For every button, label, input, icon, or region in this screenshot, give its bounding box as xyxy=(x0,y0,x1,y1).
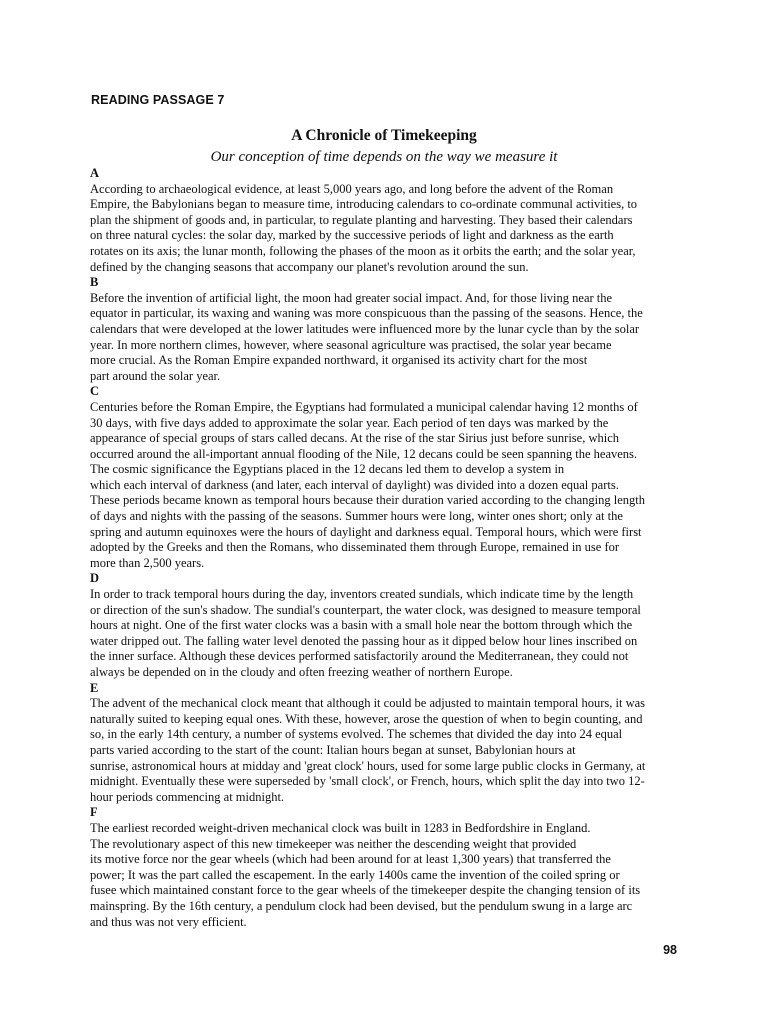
page-number: 98 xyxy=(663,943,677,957)
article-body xyxy=(90,166,690,930)
section-paragraph xyxy=(90,587,690,681)
paragraph-line: The cosmic significance the Egyptians placed in the 12 decans led them to develop a system in xyxy=(90,462,565,477)
paragraph-line: In order to track temporal hours during the day, inventors created sundials, which indicate time by the length xyxy=(90,587,634,602)
paragraph-line: equator in particular, its waxing and waning was more conspicuous than the passing of the seasons. Hence, the xyxy=(90,306,643,321)
section-letter: B xyxy=(90,275,99,290)
paragraph-line: According to archaeological evidence, at least 5,000 years ago, and long before the advent of the Roman xyxy=(90,181,614,196)
section-letter: C xyxy=(90,384,100,399)
paragraph-line: hour periods commencing at midnight. xyxy=(90,789,285,804)
paragraph-line: occurred around the all-important annual flooding of the Nile, 12 decans could be seen spanning the heavens. xyxy=(90,446,638,461)
paragraph-line: defined by the changing seasons that accompany our planet's revolution around the sun. xyxy=(90,259,529,274)
paragraph-line: its motive force nor the gear wheels (which had been around for at least 1,300 years) that transferred the xyxy=(90,852,611,867)
paragraph-line: Before the invention of artificial light, the moon had greater social impact. And, for those living near the xyxy=(90,290,613,305)
section-letter: A xyxy=(90,166,100,180)
section-paragraph xyxy=(90,291,690,385)
paragraph-line: mainspring. By the 16th century, a pendulum clock had been devised, but the pendulum swung in a large arc xyxy=(90,898,633,913)
paragraph-line: power; It was the part called the escapement. In the early 1400s came the invention of the coiled spring or xyxy=(90,867,620,882)
section-letter: E xyxy=(90,680,99,695)
section-paragraph xyxy=(90,182,690,276)
paragraph-line: rotates on its axis; the lunar month, following the phases of the moon as it orbits the earth; and the solar year, xyxy=(90,243,636,258)
paragraph-line: plan the shipment of goods and, in particular, to regulate planting and harvesting. They based their calendars xyxy=(90,212,633,227)
paragraph-line: The earliest recorded weight-driven mechanical clock was built in 1283 in Bedfordshire in England. xyxy=(90,820,591,835)
paragraph-line: parts varied according to the start of the count: Italian hours began at sunset, Babylonian hours at xyxy=(90,742,576,757)
section-paragraph xyxy=(90,696,690,805)
paragraph-line: sunrise, astronomical hours at midday and 'great clock' hours, used for some large public clocks in Germany, at xyxy=(90,758,646,773)
paragraph-line: year. In more northern climes, however, where seasonal agriculture was practised, the solar year became xyxy=(90,337,612,352)
paragraph-line: always be depended on in the cloudy and often freezing weather of northern Europe. xyxy=(90,665,513,679)
paragraph-line: so, in the early 14th century, a number of systems evolved. The schemes that divided the day into 24 equal xyxy=(90,727,623,742)
section-paragraph xyxy=(90,821,690,930)
paragraph-line: water dripped out. The falling water level denoted the passing hour as it dipped below hour lines inscribed on xyxy=(90,633,638,648)
paragraph-line: the inner surface. Although these devices performed satisfactorily around the Mediterranean, they could not xyxy=(90,649,629,664)
paragraph-line: Empire, the Babylonians began to measure time, introducing calendars to co-ordinate communal activities, to xyxy=(90,197,638,212)
section-paragraph xyxy=(90,400,690,572)
paragraph-line: 30 days, with five days added to approximate the solar year. Each period of ten days was marked by the xyxy=(90,415,609,430)
paragraph-line: naturally suited to keeping equal ones. With these, however, arose the question of when to begin counting, and xyxy=(90,711,643,726)
paragraph-line: calendars that were developed at the lower latitudes were influenced more by the lunar cycle than by the solar xyxy=(90,321,640,336)
passage-label: READING PASSAGE 7 xyxy=(91,93,225,107)
paragraph-line: which each interval of darkness (and later, each interval of daylight) was divided into a dozen equal parts. xyxy=(90,477,619,492)
paragraph-line: part around the solar year. xyxy=(90,368,221,383)
section-letter: D xyxy=(90,571,100,586)
paragraph-line: of days and nights with the passing of the seasons. Summer hours were long, winter ones short; only at the xyxy=(90,509,623,524)
paragraph-line: Centuries before the Roman Empire, the Egyptians had formulated a municipal calendar having 12 months of xyxy=(90,399,638,414)
paragraph-line: on three natural cycles: the solar day, marked by the successive periods of light and darkness as the earth xyxy=(90,228,614,243)
paragraph-line: The revolutionary aspect of this new timekeeper was neither the descending weight that provided xyxy=(90,836,577,851)
paragraph-line: or direction of the sun's shadow. The sundial's counterpart, the water clock, was designed to measure temporal xyxy=(90,602,641,617)
section-letter: F xyxy=(90,805,98,820)
paragraph-line: adopted by the Greeks and then the Romans, who disseminated them through Europe, remained in use for xyxy=(90,540,620,555)
article-title: A Chronicle of Timekeeping xyxy=(291,127,477,144)
paragraph-line: and thus was not very efficient. xyxy=(90,914,247,929)
paragraph-line: spring and autumn equinoxes were the hours of daylight and darkness equal. Temporal hours, which were first xyxy=(90,524,642,539)
paragraph-line: hours at night. One of the first water clocks was a basin with a small hole near the bottom through which the xyxy=(90,618,633,633)
paragraph-line: more than 2,500 years. xyxy=(90,555,205,570)
paragraph-line: These periods became known as temporal hours because their duration varied according to the changing length xyxy=(90,493,646,508)
paragraph-line: The advent of the mechanical clock meant that although it could be adjusted to maintain temporal hours, it was xyxy=(90,696,646,711)
paragraph-line: appearance of special groups of stars called decans. At the rise of the star Sirius just before sunrise, which xyxy=(90,431,619,446)
article-subtitle: Our conception of time depends on the way we measure it xyxy=(210,149,558,165)
paragraph-line: fusee which maintained constant force to the gear wheels of the timekeeper despite the changing tension of its xyxy=(90,883,641,898)
paragraph-line: midnight. Eventually these were superseded by 'small clock', or French, hours, which split the day into two 12- xyxy=(90,774,645,789)
paragraph-line: more crucial. As the Roman Empire expanded northward, it organised its activity chart for the most xyxy=(90,353,588,368)
